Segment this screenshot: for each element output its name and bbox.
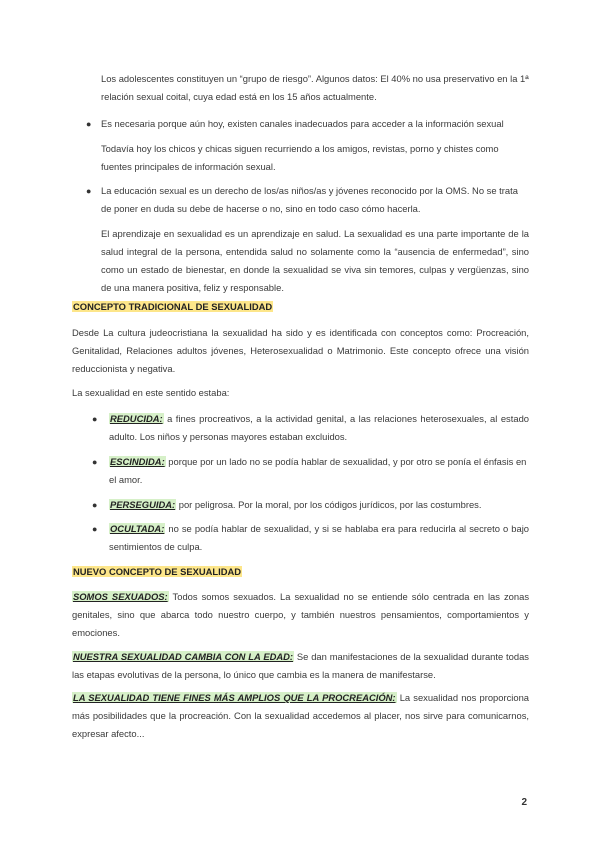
list-item-perseguida: PERSEGUIDA: por peligrosa. Por la moral, por los códigos jurídicos, por las costumbres.: [110, 499, 482, 510]
traditional-paragraph: Desde La cultura judeocristiana la sexualidad ha sido y es identificada con conceptos como: Procreación, Genitalidad, Relaciones adultos jóvenes, Heterosexualidad o Matrimonio. Este concepto ofrece una visión reduccionista y negativa.: [72, 327, 529, 374]
bullet-dot: ●: [92, 414, 98, 424]
bullet-dot: ●: [92, 524, 98, 534]
bullet-dot: ●: [86, 119, 92, 129]
intro-paragraph-3: El aprendizaje en sexualidad es un aprendizaje en salud. La sexualidad es una parte importante de la salud integral de la persona, entendida salud no solamente como la “ausencia de enfermedad”, sino como un estado de bienestar, en donde la sexualidad se viva sin temores, culpas y vergüenzas, sino de una manera positiva, feliz y responsable.: [101, 228, 529, 293]
intro-bullet-1: Es necesaria porque aún hoy, existen canales inadecuados para acceder a la información sexual: [101, 118, 504, 129]
traditional-intro: La sexualidad en este sentido estaba:: [72, 387, 230, 398]
new-concept-item-3: LA SEXUALIDAD TIENE FINES MÁS AMPLIOS QUE LA PROCREACIÓN: La sexualidad nos proporciona más posibilidades que la procreación. Con la sexualidad accedemos al placer, nos sirve para comunicarnos, expresar afecto...: [72, 692, 529, 739]
bullet-dot: ●: [92, 500, 98, 510]
intro-bullet-2: La educación sexual es un derecho de los/as niños/as y jóvenes reconocido por la OMS. No se trata de poner en duda su debe de hacerse o no, sino en todo caso cómo hacerla.: [101, 185, 518, 214]
traditional-heading: CONCEPTO TRADICIONAL DE SEXUALIDAD: [73, 301, 273, 312]
bullet-dot: ●: [92, 457, 98, 467]
list-item-reducida: REDUCIDA: a fines procreativos, a la actividad genital, a las relaciones heterosexuales, al estado adulto. Los niños y personas mayores estaban excluidos.: [109, 413, 529, 442]
list-item-ocultada: OCULTADA: no se podía hablar de sexualidad, y si se hablaba era para reducirla al secreto o bajo sentimientos de culpa.: [109, 523, 529, 552]
new-concept-item-1: SOMOS SEXUADOS: Todos somos sexuados. La sexualidad no se entiende sólo centrada en las zonas genitales, sino que abarca todo nuestro cuerpo, y también nuestros pensamientos, comportamientos y emociones.: [72, 591, 530, 638]
intro-paragraph-2: Todavía hoy los chicos y chicas siguen recurriendo a los amigos, revistas, porno y chistes como fuentes principales de información sexual.: [101, 143, 499, 172]
bullet-dot: ●: [86, 186, 92, 196]
new-concept-heading: NUEVO CONCEPTO DE SEXUALIDAD: [73, 566, 242, 577]
intro-paragraph-1: Los adolescentes constituyen un “grupo de riesgo”. Algunos datos: El 40% no usa preservativo en la 1ª relación sexual coital, cuya edad está en los 15 años actualmente.: [101, 73, 529, 102]
list-item-escindida: ESCINDIDA: porque por un lado no se podía hablar de sexualidad, y por otro se ponía el énfasis en el amor.: [109, 456, 527, 485]
new-concept-item-2: NUESTRA SEXUALIDAD CAMBIA CON LA EDAD: Se dan manifestaciones de la sexualidad durante todas las etapas evolutivas de la persona, lo único que cambia es la manera de manifestarse.: [72, 651, 529, 680]
page-number: 2: [521, 797, 527, 808]
